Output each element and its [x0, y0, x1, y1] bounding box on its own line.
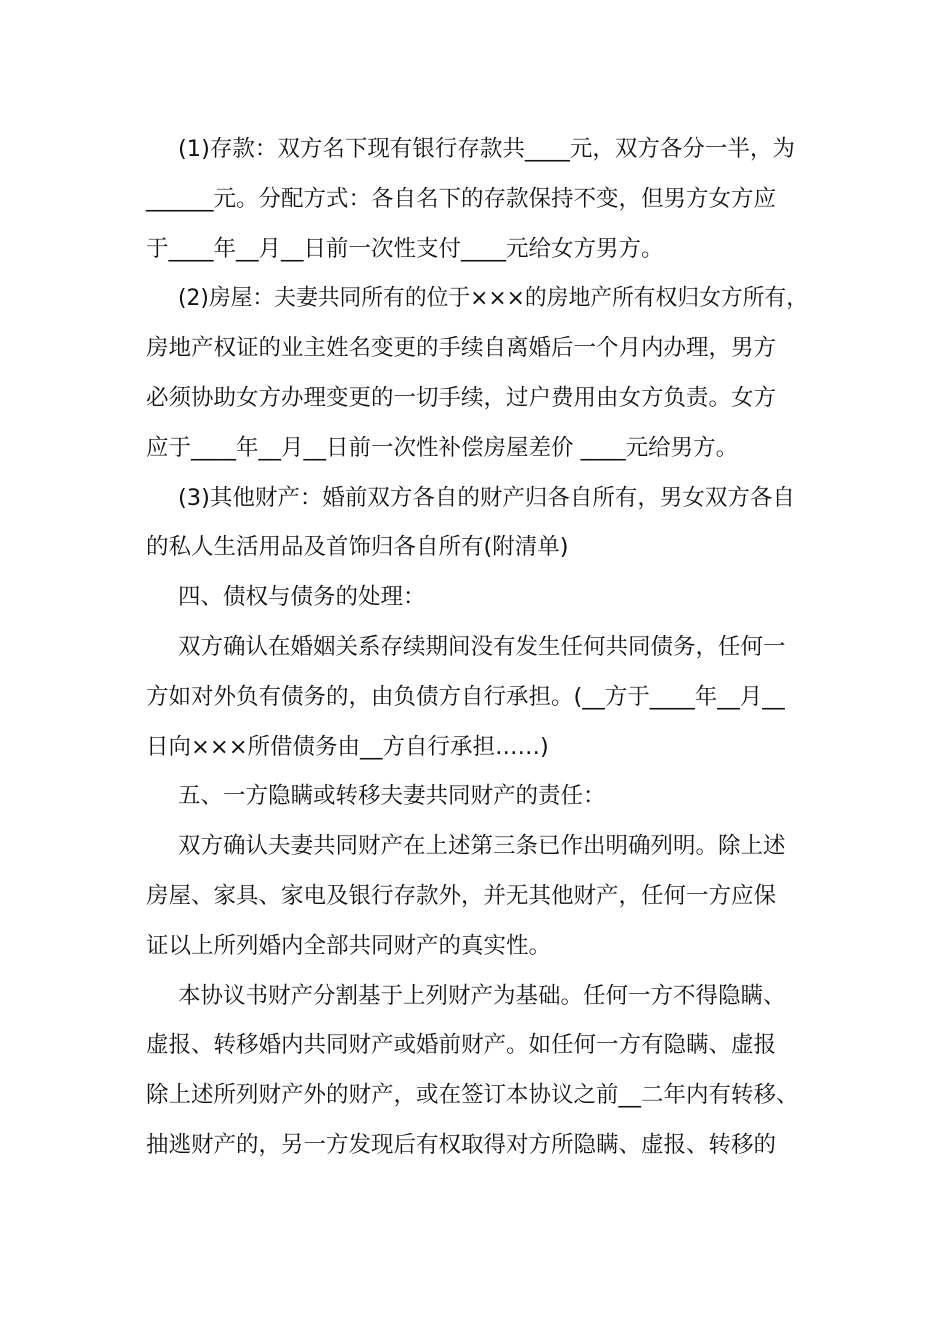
- paragraph-other-property: [146, 474, 808, 574]
- text-line: 双方确认在婚姻关系存续期间没有发生任何共同债务，任何一: [178, 633, 786, 660]
- section-heading: 五、一方隐瞒或转移夫妻共同财产的责任：: [178, 783, 606, 810]
- text-line: (1)存款：双方名下现有银行存款共____元，双方各分一半，为: [178, 136, 795, 162]
- text-line: 双方确认夫妻共同财产在上述第三条已作出明确列明。除上述: [178, 833, 786, 860]
- paragraph-debts: [146, 623, 808, 772]
- text-line: 应于____年__月__日前一次性补偿房屋差价 ____元给男方。: [146, 434, 739, 461]
- paragraph-concealment: [146, 972, 808, 1171]
- text-line: 抽逃财产的，另一方发现后有权取得对方所隐瞒、虚报、转移的: [146, 1131, 777, 1158]
- text-line: 方如对外负有债务的，由负债方自行承担。(__方于____年__月__: [146, 683, 785, 710]
- text-line: 日向×××所借债务由__方自行承担……): [146, 733, 549, 760]
- text-line: 于____年__月__日前一次性支付____元给女方男方。: [146, 235, 664, 262]
- paragraph-confirm-property: [146, 822, 808, 971]
- text-line: 证以上所列婚内全部共同财产的真实性。: [146, 932, 552, 959]
- text-line: 虚报、转移婚内共同财产或婚前财产。如任何一方有隐瞒、虚报: [146, 1032, 777, 1059]
- section-heading-debts: [146, 573, 808, 623]
- text-line: (2)房屋：夫妻共同所有的位于×××的房地产所有权归女方所有，: [178, 285, 808, 312]
- paragraph-deposit: [146, 125, 808, 274]
- section-heading: 四、债权与债务的处理：: [178, 584, 426, 611]
- text-line: 房屋、家具、家电及银行存款外，并无其他财产，任何一方应保: [146, 882, 777, 909]
- text-line: 除上述所列财产外的财产，或在签订本协议之前__二年内有转移、: [146, 1082, 799, 1109]
- section-heading-concealment: [146, 772, 808, 822]
- text-line: 房地产权证的业主姓名变更的手续自离婚后一个月内办理，男方: [146, 335, 777, 362]
- text-line: 的私人生活用品及首饰归各自所有(附清单): [146, 534, 569, 561]
- text-line: ______元。分配方式：各自名下的存款保持不变，但男方女方应: [146, 185, 777, 212]
- text-line: 必须协助女方办理变更的一切手续，过户费用由女方负责。女方: [146, 384, 777, 411]
- document-body: [146, 125, 808, 1171]
- text-line: (3)其他财产：婚前双方各自的财产归各自所有，男女双方各自: [178, 484, 795, 511]
- text-line: 本协议书财产分割基于上列财产为基础。任何一方不得隐瞒、: [178, 982, 786, 1009]
- paragraph-house: [146, 274, 808, 473]
